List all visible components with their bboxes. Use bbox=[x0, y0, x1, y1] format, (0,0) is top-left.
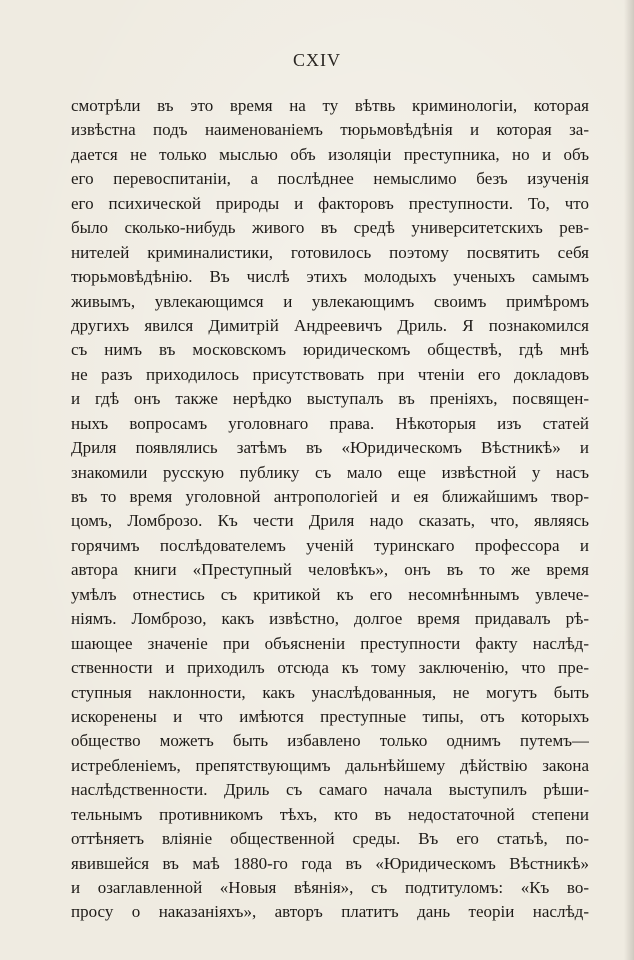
text-line: ніямъ. Ломброзо, какъ извѣстно, долгое время придавалъ рѣ- bbox=[71, 609, 589, 629]
text-line: явившейся въ маѣ 1880-го года въ «Юридическомъ Вѣстникѣ» bbox=[71, 853, 589, 873]
text-line: ственности и приходилъ отсюда къ тому заключенію, что пре- bbox=[71, 658, 589, 678]
text-line: просу о наказаніяхъ», авторъ платитъ дань теоріи наслѣд- bbox=[71, 902, 589, 922]
text-line: горячимъ послѣдователемъ ученій туринскаго профессора и bbox=[71, 535, 589, 555]
text-line: истребленіемъ, препятствующимъ дальнѣйшему дѣйствію закона bbox=[71, 755, 589, 775]
text-line: автора книги «Преступный человѣкъ», онъ въ то же время bbox=[71, 560, 589, 580]
text-line: не разъ приходилось присутствовать при чтеніи его докладовъ bbox=[71, 364, 589, 384]
text-line: нителей криминалистики, готовилось поэтому посвятить себя bbox=[71, 242, 589, 262]
text-line: тельнымъ противникомъ тѣхъ, кто въ недостаточной степени bbox=[71, 804, 589, 824]
page-edge-shadow bbox=[624, 0, 634, 960]
text-line: ступныя наклонности, какъ унаслѣдованныя, не могутъ быть bbox=[71, 682, 589, 702]
text-line: извѣстна подъ наименованіемъ тюрьмовѣдѣнія и которая за- bbox=[71, 120, 589, 140]
text-line: было сколько-нибудь живого въ средѣ университетскихъ рев- bbox=[71, 218, 589, 238]
text-line: искоренены и что имѣются преступные типы, отъ которыхъ bbox=[71, 706, 589, 726]
text-line: и гдѣ онъ также нерѣдко выступалъ въ преніяхъ, посвящен- bbox=[71, 389, 589, 409]
text-line: общество можетъ быть избавлено только однимъ путемъ— bbox=[71, 731, 589, 751]
text-line: шающее значеніе при объясненіи преступности факту наслѣд- bbox=[71, 633, 589, 653]
text-line: оттѣняетъ вліяніе общественной среды. Въ его статьѣ, по- bbox=[71, 829, 589, 849]
text-line: смотрѣли въ это время на ту вѣтвь криминологіи, которая bbox=[71, 96, 589, 115]
text-line: въ то время уголовной антропологіей и ея ближайшимъ твор- bbox=[71, 487, 589, 506]
text-line: и озаглавленной «Новыя вѣянія», съ подтитуломъ: «Къ во- bbox=[71, 878, 589, 897]
text-line: съ нимъ въ московскомъ юридическомъ обществѣ, гдѣ мнѣ bbox=[71, 340, 589, 360]
text-line: его перевоспитаніи, а послѣднее немыслимо безъ изученія bbox=[71, 169, 589, 189]
text-line: Дриля появлялись затѣмъ въ «Юридическомъ Вѣстникѣ» и bbox=[71, 438, 589, 458]
text-line: дается не только мыслью объ изоляціи преступника, но и объ bbox=[71, 144, 589, 164]
text-line: его психической природы и факторовъ преступности. То, что bbox=[71, 193, 589, 213]
text-line: другихъ явился Димитрій Андреевичъ Дриль. Я познакомился bbox=[71, 315, 589, 335]
body-text bbox=[71, 94, 589, 925]
text-line: живымъ, увлекающимся и увлекающимъ своимъ примѣромъ bbox=[71, 291, 589, 311]
text-line: наслѣдственности. Дриль съ самаго начала выступилъ рѣши- bbox=[71, 780, 589, 800]
text-line: ныхъ вопросамъ уголовнаго права. Нѣкоторыя изъ статей bbox=[71, 413, 589, 433]
page-number: CXIV bbox=[293, 50, 341, 70]
text-line: знакомили русскую публику съ мало еще извѣстной у насъ bbox=[71, 462, 589, 482]
text-line: цомъ, Ломброзо. Къ чести Дриля надо сказать, что, являясь bbox=[71, 511, 589, 531]
text-line: умѣлъ отнестись съ критикой къ его несомнѣннымъ увлече- bbox=[71, 584, 589, 604]
text-line: тюрьмовѣдѣнію. Въ числѣ этихъ молодыхъ ученыхъ самымъ bbox=[71, 267, 589, 287]
